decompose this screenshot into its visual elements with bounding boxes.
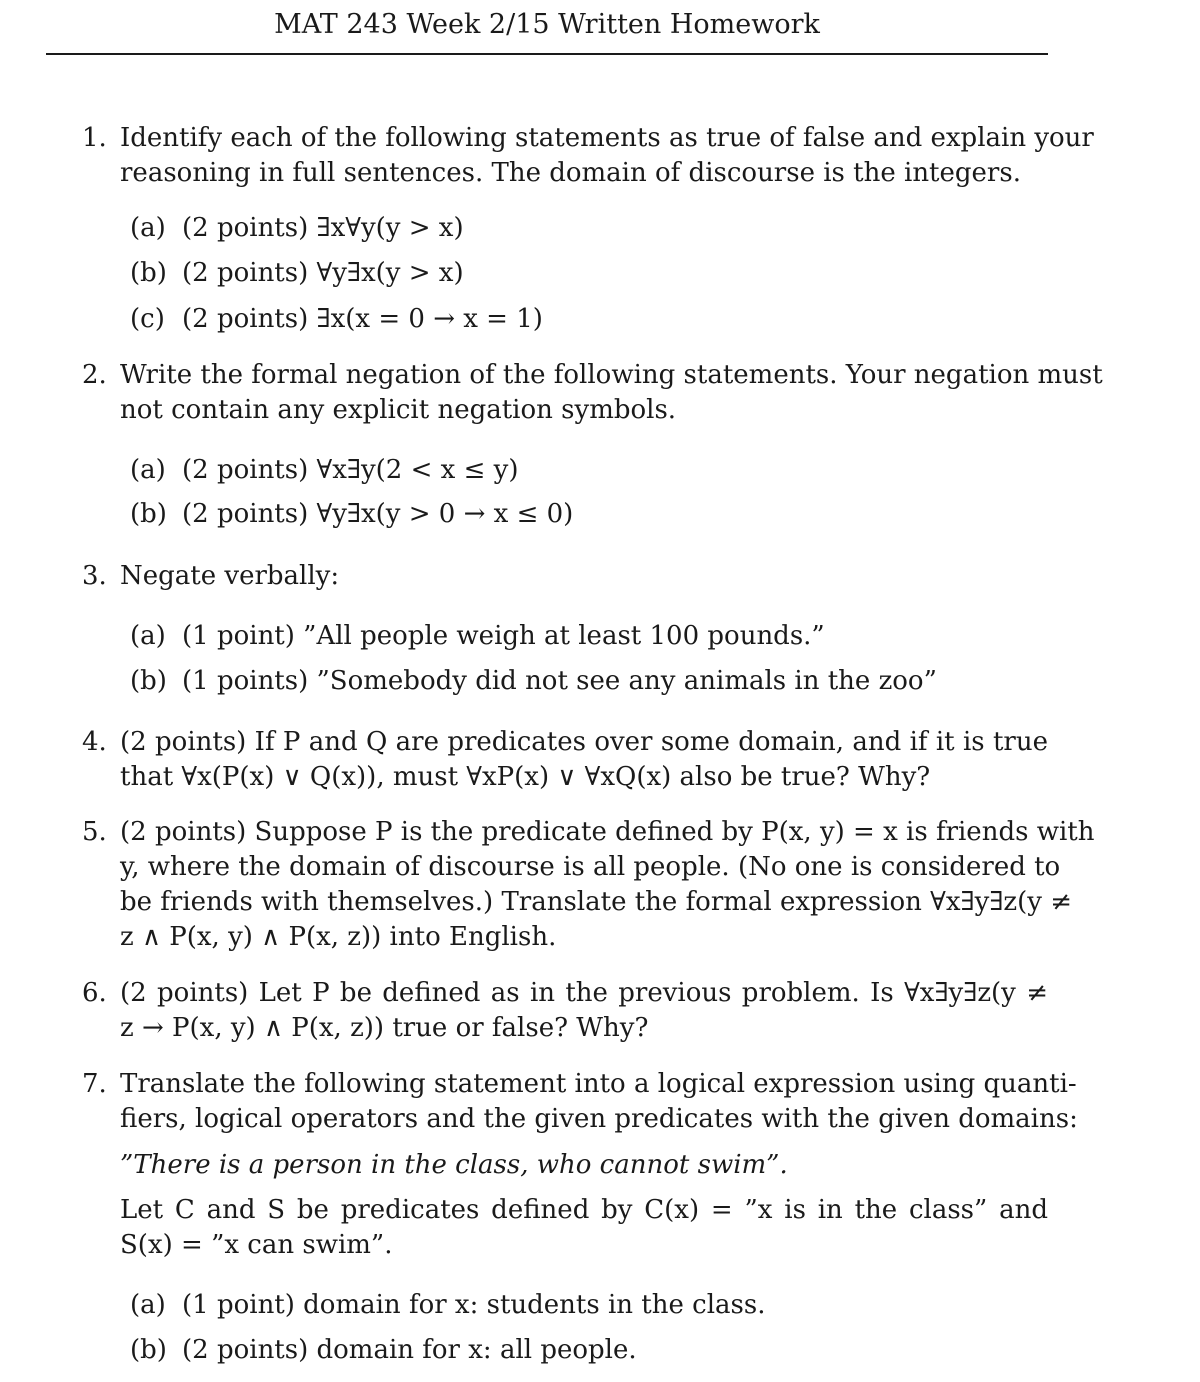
problem-1a-label: (a) (130, 213, 166, 243)
problem-1c-text: (2 points) ∃x(x = 0 → x = 1) (182, 304, 543, 334)
problem-1-line-1: Identify each of the following statements as true of false and explain your (120, 123, 1094, 153)
problem-2-line-2: not contain any explicit negation symbols. (120, 395, 677, 425)
problem-2-number: 2. (82, 360, 107, 390)
problem-5-number: 5. (82, 817, 107, 847)
problem-2a-label: (a) (130, 455, 166, 485)
problem-3a-label: (a) (130, 621, 166, 651)
problem-1a-text: (2 points) ∃x∀y(y > x) (182, 213, 464, 243)
problem-5-line-4: z ∧ P(x, y) ∧ P(x, z)) into English. (120, 922, 557, 952)
problem-4-line-1: (2 points) If P and Q are predicates over some domain, and if it is true (120, 727, 1048, 757)
problem-7b-label: (b) (130, 1335, 167, 1365)
problem-2b-label: (b) (130, 499, 167, 529)
problem-1b-text: (2 points) ∀y∃x(y > x) (182, 258, 464, 288)
problem-3b-text: (1 points) ”Somebody did not see any animals in the zoo” (182, 666, 937, 696)
problem-7-quote: ”There is a person in the class, who cannot swim”. (120, 1150, 788, 1180)
problem-7b-text: (2 points) domain for x: all people. (182, 1335, 637, 1365)
problem-5-line-1: (2 points) Suppose P is the predicate defined by P(x, y) = x is friends with (120, 817, 1095, 847)
problem-1c-label: (c) (130, 304, 165, 334)
page-header: MAT 243 Week 2/15 Written Homework (46, 8, 1048, 55)
problem-1-line-2: reasoning in full sentences. The domain of discourse is the integers. (120, 158, 1021, 188)
problem-6-line-2: z → P(x, y) ∧ P(x, z)) true or false? Why? (120, 1013, 649, 1043)
problem-7-line-1: Translate the following statement into a logical expression using quanti- (120, 1069, 1077, 1099)
problem-7-line-5: S(x) = ”x can swim”. (120, 1230, 393, 1260)
problem-3-number: 3. (82, 561, 107, 591)
problem-7-line-2: fiers, logical operators and the given predicates with the given domains: (120, 1104, 1078, 1134)
problem-2-line-1: Write the formal negation of the following statements. Your negation must (120, 360, 1103, 390)
problem-4-number: 4. (82, 727, 107, 757)
problem-5-line-2: y, where the domain of discourse is all people. (No one is considered to (120, 852, 1061, 882)
problem-3a-text: (1 point) ”All people weigh at least 100 pounds.” (182, 621, 825, 651)
problem-6-line-1: (2 points) Let P be defined as in the previous problem. Is ∀x∃y∃z(y ≠ (120, 978, 1048, 1008)
problem-3-line-1: Negate verbally: (120, 561, 340, 591)
problem-2a-text: (2 points) ∀x∃y(2 < x ≤ y) (182, 455, 519, 485)
problem-2b-text: (2 points) ∀y∃x(y > 0 → x ≤ 0) (182, 499, 574, 529)
problem-7a-text: (1 point) domain for x: students in the class. (182, 1290, 766, 1320)
problem-7-line-4: Let C and S be predicates defined by C(x) = ”x is in the class” and (120, 1195, 1048, 1225)
problem-1-number: 1. (82, 123, 107, 153)
problem-6-number: 6. (82, 978, 107, 1008)
problem-7-number: 7. (82, 1069, 107, 1099)
problem-5-line-3: be friends with themselves.) Translate the formal expression ∀x∃y∃z(y ≠ (120, 887, 1073, 917)
problem-7a-label: (a) (130, 1290, 166, 1320)
problem-3b-label: (b) (130, 666, 167, 696)
problem-1b-label: (b) (130, 258, 167, 288)
problem-4-line-2: that ∀x(P(x) ∨ Q(x)), must ∀xP(x) ∨ ∀xQ(x) also be true? Why? (120, 762, 931, 792)
